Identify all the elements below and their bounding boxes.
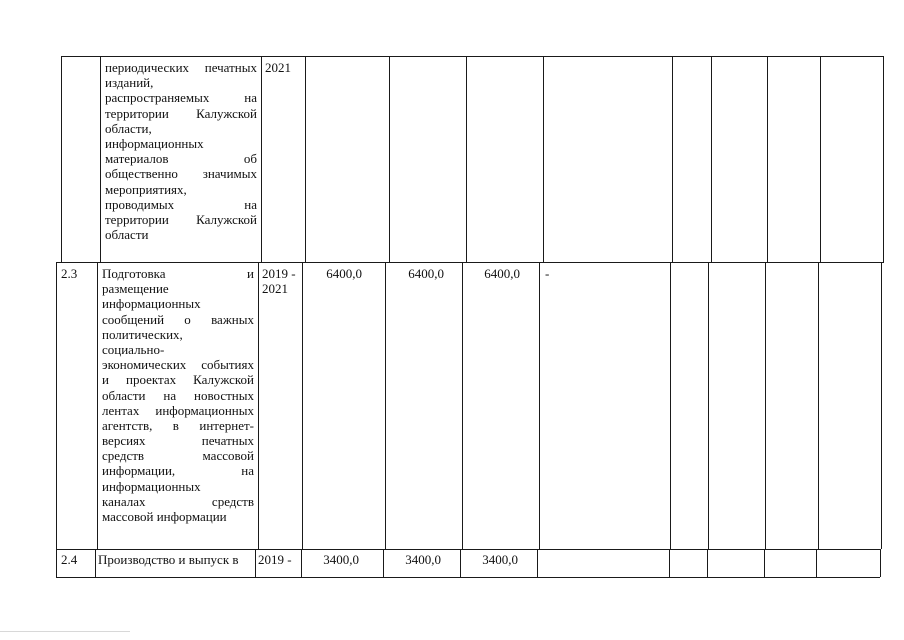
description-line: территории Калужской <box>105 211 257 227</box>
col-line-7a <box>672 56 673 262</box>
description-line: социально- <box>102 341 165 357</box>
description-line: изданий, <box>105 75 154 91</box>
description-line: средств массовой <box>102 448 254 464</box>
col-line-9c <box>764 549 765 577</box>
col-line-2b <box>258 262 259 549</box>
table-top-border <box>61 56 884 57</box>
description-line: периодических печатных <box>105 60 257 75</box>
col-line-8a <box>711 56 712 262</box>
col-line-8b <box>708 262 709 549</box>
period-line: 2021 <box>265 60 291 75</box>
col-line-11b <box>881 262 882 549</box>
col-line-6b <box>539 262 540 549</box>
row-description <box>98 552 256 567</box>
col-line-3c <box>301 549 302 577</box>
col-line-9a <box>767 56 768 262</box>
row-value-3: 3400,0 <box>482 552 518 567</box>
description-line: размещение <box>102 281 169 297</box>
row-divider-2 <box>56 549 881 550</box>
description-line: агентств, в интернет- <box>102 417 254 433</box>
col-line-9b <box>765 262 766 549</box>
description-line: информации, на <box>102 463 254 479</box>
period-line: 2019 - <box>262 266 296 281</box>
description-line: массовой информации <box>102 509 227 524</box>
period-line: 2021 <box>262 281 288 297</box>
description-line: мероприятиях, <box>105 181 187 197</box>
row-value-2: 3400,0 <box>405 552 441 567</box>
col-line-6c <box>537 549 538 577</box>
description-line: области <box>105 227 149 243</box>
description-line: Производство и выпуск в <box>98 552 239 567</box>
row-total: 3400,0 <box>323 552 359 567</box>
description-line: территории Калужской <box>105 105 257 121</box>
col-line-5c <box>460 549 461 577</box>
description-line: и проектах Калужской <box>102 372 254 388</box>
description-line: области на новостных <box>102 387 254 403</box>
description-line: материалов об <box>105 151 257 167</box>
description-line: информационных <box>102 478 201 494</box>
col-line-4c <box>383 549 384 577</box>
description-line: сообщений о важных <box>102 311 254 327</box>
description-line: версиях печатных <box>102 433 254 449</box>
col-line-0c <box>56 549 57 577</box>
page-edge-mark <box>0 631 130 632</box>
col-line-8c <box>707 549 708 577</box>
col-line-1c <box>95 549 96 577</box>
row-value-2: 6400,0 <box>408 266 444 281</box>
col-line-10c <box>816 549 817 577</box>
row-number: 2.3 <box>61 266 78 281</box>
col-line-7b <box>670 262 671 549</box>
row-value-3: 6400,0 <box>484 266 520 281</box>
col-line-0a <box>61 56 62 262</box>
description-line: экономических событиях <box>102 357 254 373</box>
col-line-10b <box>818 262 819 549</box>
description-line: информационных <box>105 135 204 151</box>
col-line-5b <box>462 262 463 549</box>
col-line-0b <box>56 262 57 549</box>
period-line: 2019 - <box>258 552 292 567</box>
description-line: области, <box>105 120 152 136</box>
description-line: политических, <box>102 326 183 342</box>
col-line-5a <box>466 56 467 262</box>
description-line: информационных <box>102 296 201 312</box>
description-line: каналах средств <box>102 493 254 509</box>
row-total: 6400,0 <box>326 266 362 281</box>
description-line: Подготовка и <box>102 266 254 281</box>
col-line-3a <box>305 56 306 262</box>
col-line-3b <box>302 262 303 549</box>
col-line-6a <box>543 56 544 262</box>
description-line: проводимых на <box>105 196 257 212</box>
col-line-4b <box>385 262 386 549</box>
table-bottom-border <box>56 577 880 578</box>
row-period <box>265 60 303 75</box>
col-line-7c <box>669 549 670 577</box>
description-line: лентах информационных <box>102 402 254 418</box>
col-line-11a <box>883 56 884 262</box>
description-line: общественно значимых <box>105 166 257 182</box>
row-period <box>262 266 300 296</box>
description-line: распространяемых на <box>105 90 257 106</box>
col-line-11c <box>880 549 881 577</box>
row-description <box>101 60 261 242</box>
col-line-4a <box>389 56 390 262</box>
row-number: 2.4 <box>61 552 78 567</box>
row-description <box>98 266 258 524</box>
row-period <box>258 552 300 567</box>
row-divider-1 <box>56 262 884 263</box>
row-value-4: - <box>545 266 550 281</box>
col-line-10a <box>820 56 821 262</box>
col-line-2a <box>261 56 262 262</box>
